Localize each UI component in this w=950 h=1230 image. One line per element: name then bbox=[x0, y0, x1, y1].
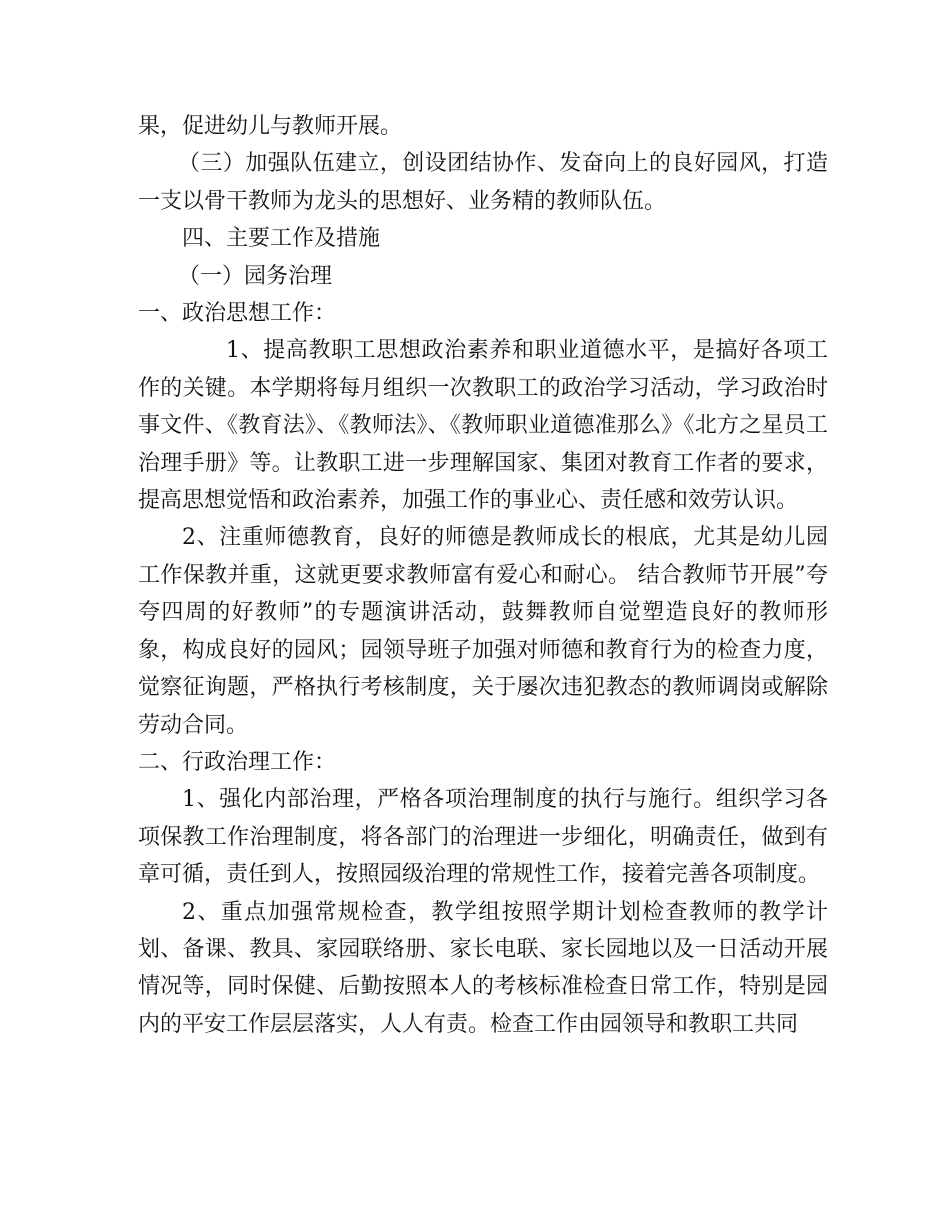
paragraph-political-quality: 1、提高教职工思想政治素养和职业道德水平，是搞好各项工作的关键。本学期将每月组织一次教职工的政治学习活动，学习政治时事文件、《教育法》、《教师法》、《教师职业道德准那么》《北方之星员工治理手册》等。让教职工进一步理解国家、集团对教育工作者的要求，提高思想觉悟和政治素养，加强工作的事业心、责任感和效劳认识。 bbox=[138, 338, 828, 514]
paragraph-internal-management: 1、强化内部治理，严格各项治理制度的执行与施行。组织学习各项保教工作治理制度，将各部门的治理进一步细化，明确责任，做到有章可循，责任到人，按照园级治理的常规性工作，接着完善各项制度。 bbox=[138, 787, 828, 888]
heading-administrative-work: 二、行政治理工作： bbox=[138, 749, 337, 775]
paragraph-team-building: （三）加强队伍建立，创设团结协作、发奋向上的良好园风，打造一支以骨干教师为龙头的思想好、业务精的教师队伍。 bbox=[138, 151, 828, 214]
section-heading-main-work: 四、主要工作及措施 bbox=[182, 226, 381, 252]
paragraph-teacher-ethics: 2、注重师德教育，良好的师德是教师成长的根底，尤其是幼儿园工作保教并重，这就更要求教师富有爱心和耐心。 结合教师节开展”夸夸四周的好教师”的专题演讲活动，鼓舞教师自觉塑造良好的教师形象，构成良好的园风；园领导班子加强对师德和教育行为的检查力度，觉察征询题，严格执行考核制度，关于屡次违犯教态的教师调岗或解除劳动合同。 bbox=[138, 525, 828, 738]
heading-political-work: 一、政治思想工作： bbox=[138, 301, 337, 327]
paragraph-routine-inspection: 2、重点加强常规检查，教学组按照学期计划检查教师的教学计划、备课、教具、家园联络册、家长电联、家长园地以及一日活动开展情况等，同时保健、后勤按照本人的考核标准检查日常工作，特别是园内的平安工作层层落实，人人有责。检查工作由园领导和教职工共同 bbox=[138, 899, 828, 1037]
document-body bbox=[138, 108, 828, 1043]
subsection-heading-garden-affairs: （一）园务治理 bbox=[178, 263, 333, 289]
paragraph-continuation: 果，促进幼儿与教师开展。 bbox=[138, 114, 403, 139]
